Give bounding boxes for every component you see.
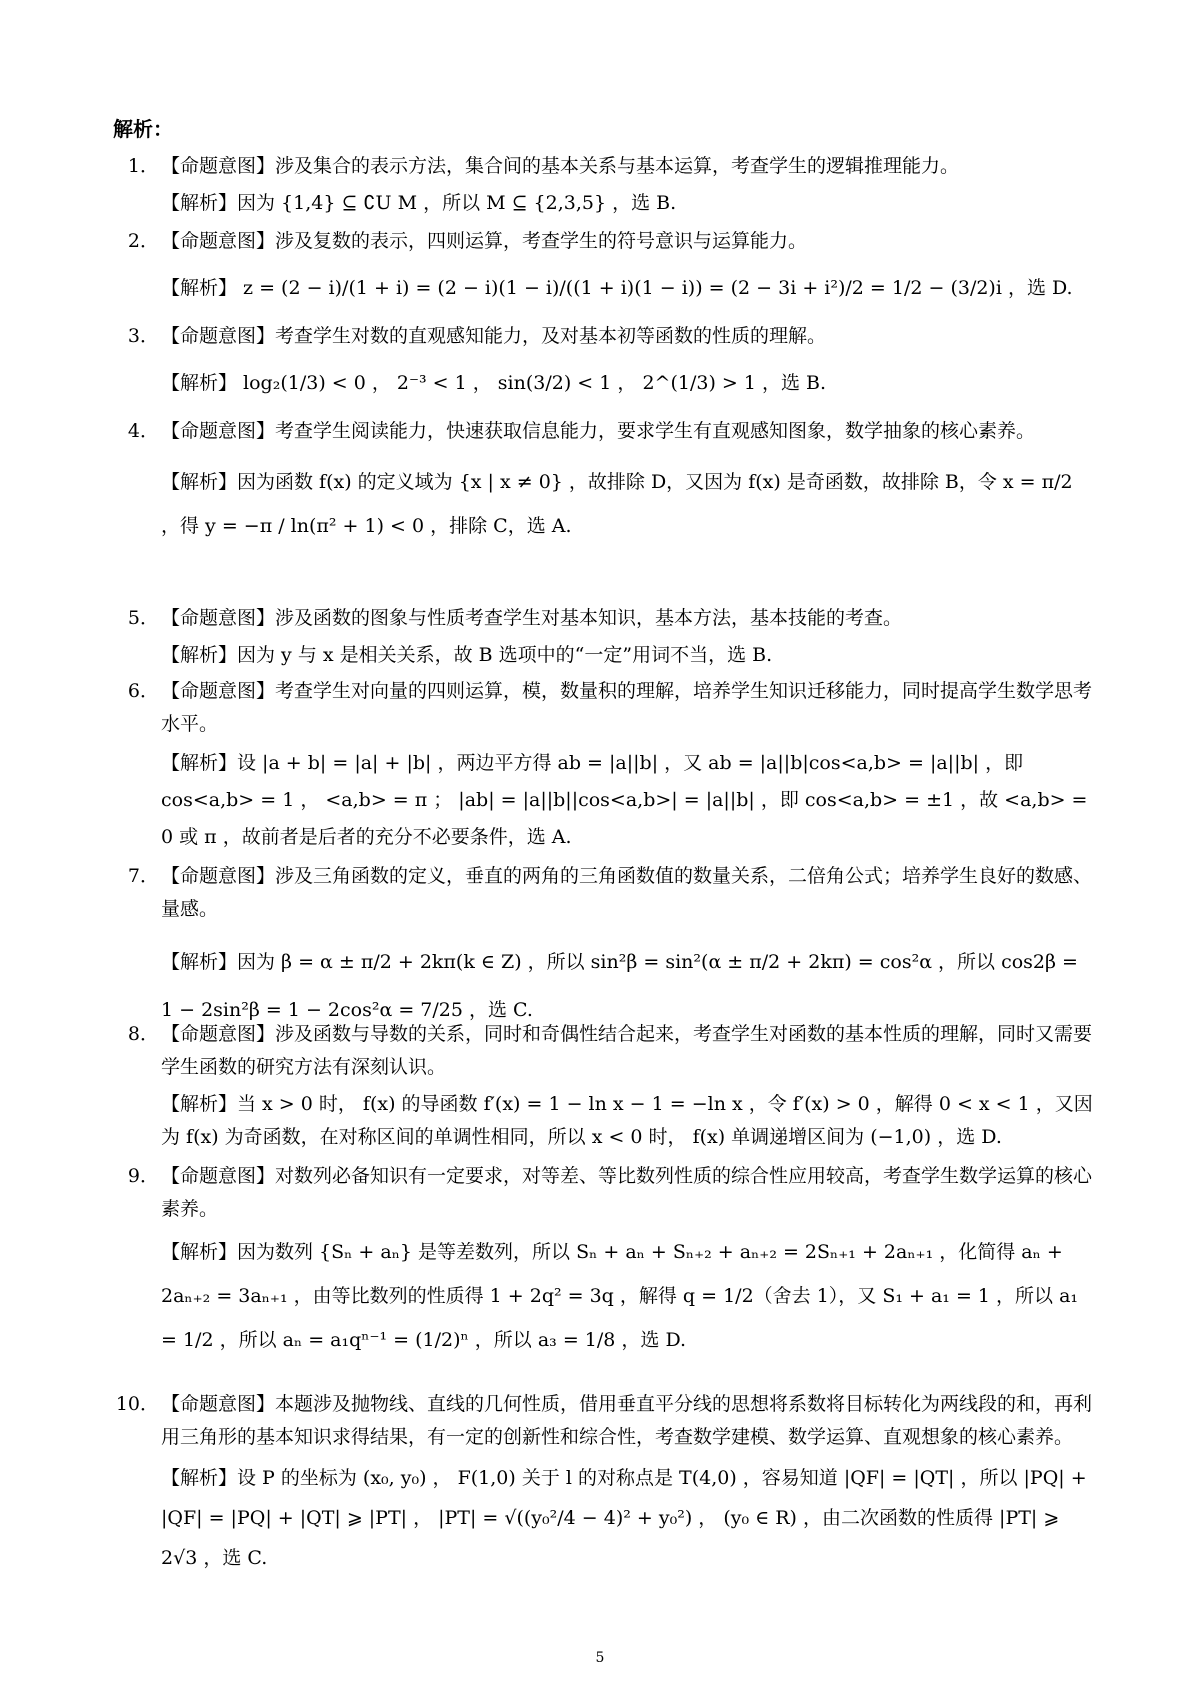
- item-number: 4．: [127, 420, 159, 442]
- item-number: 1．: [127, 155, 159, 177]
- solution-item-9: [113, 1160, 1093, 1362]
- item-solution: 【解析】设 |a + b| = |a| + |b| ，两边平方得 ab = |a||b| ，又 ab = |a||b|cos<a,b> = |a||b| ，即 cos<a,b> = 1 ， <a,b> = π ； |ab| = |a||b||cos<a,b>| = |a||b| ，即 cos<a,b> = ±1 ，故 <a,b> = 0 或 π ，故前者是后者的充分不必要条件，选 A.: [161, 752, 1088, 848]
- solution-item-6: [113, 675, 1093, 856]
- item-number: 8．: [127, 1023, 159, 1045]
- item-solution: 【解析】因为数列 {Sₙ + aₙ} 是等差数列，所以 Sₙ + aₙ + Sₙ₊₂ + aₙ₊₂ = 2Sₙ₊₁ + 2aₙ₊₁ ，化简得 aₙ + 2aₙ₊₂ = 3aₙ₊₁ ，由等比数列的性质得 1 + 2q² = 3q ，解得 q = 1/2（舍去 1），又 S₁ + a₁ = 1 ，所以 a₁ = 1/2 ，所以 aₙ = a₁qⁿ⁻¹ = (1/2)ⁿ ，所以 a₃ = 1/8 ，选 D.: [161, 1241, 1079, 1351]
- item-solution: 【解析】因为 {1,4} ⊆ ∁U M ，所以 M ⊆ {2,3,5} ，选 B.: [161, 192, 677, 214]
- item-solution: 【解析】因为函数 f(x) 的定义域为 {x | x ≠ 0} ，故排除 D，又因为 f(x) 是奇函数，故排除 B，令 x = π/2 ，得 y = −π / ln(π² + 1) < 0 ，排除 C，选 A.: [161, 471, 1073, 537]
- item-number: 3．: [127, 325, 159, 347]
- item-solution: 【解析】当 x > 0 时， f(x) 的导函数 f′(x) = 1 − ln x − 1 = −ln x ，令 f′(x) > 0 ，解得 0 < x < 1 ，又因为 f(x) 为奇函数，在对称区间的单调性相同，所以 x < 0 时， f(x) 单调递增区间为 (−1,0) ，选 D.: [161, 1093, 1093, 1148]
- item-solution: 【解析】 z = (2 − i)/(1 + i) = (2 − i)(1 − i)/((1 + i)(1 − i)) = (2 − 3i + i²)/2 = 1/2 − (3/2)i ，选 D.: [161, 277, 1073, 299]
- solution-item-7: [113, 860, 1093, 1034]
- item-solution: 【解析】 log₂(1/3) < 0 ， 2⁻³ < 1 ， sin(3/2) < 1 ， 2^(1/3) > 1 ，选 B.: [161, 372, 827, 394]
- item-number: 5．: [127, 607, 159, 629]
- item-intent: 【命题意图】对数列必备知识有一定要求，对等差、等比数列性质的综合性应用较高，考查学生数学运算的核心素养。: [161, 1165, 1093, 1220]
- solution-item-3: [113, 320, 1093, 400]
- item-intent: 【命题意图】涉及三角函数的定义，垂直的两角的三角函数值的数量关系，二倍角公式；培养学生良好的数感、量感。: [161, 865, 1093, 920]
- item-solution: 【解析】设 P 的坐标为 (x₀, y₀) ， F(1,0) 关于 l 的对称点是 T(4,0) ，容易知道 |QF| = |QT| ，所以 |PQ| + |QF| = |PQ| + |QT| ⩾ |PT| ， |PT| = √((y₀²/4 − 4)² + y₀²) ， (y₀ ∈ R) ，由二次函数的性质得 |PT| ⩾ 2√3 ，选 C.: [161, 1467, 1087, 1569]
- item-intent: 【命题意图】考查学生阅读能力，快速获取信息能力，要求学生有直观感知图象，数学抽象的核心素养。: [161, 420, 1036, 442]
- item-intent: 【命题意图】涉及函数的图象与性质考查学生对基本知识，基本方法，基本技能的考查。: [161, 607, 903, 629]
- item-intent: 【命题意图】涉及函数与导数的关系，同时和奇偶性结合起来，考查学生对函数的基本性质的理解，同时又需要学生函数的研究方法有深刻认识。: [161, 1023, 1093, 1078]
- item-number: 2．: [127, 230, 159, 252]
- solution-item-8: [113, 1018, 1093, 1154]
- solution-item-2: [113, 225, 1093, 305]
- page-number: 5: [595, 1650, 605, 1666]
- item-intent: 【命题意图】涉及复数的表示，四则运算，考查学生的符号意识与运算能力。: [161, 230, 808, 252]
- solution-item-5: [113, 602, 1093, 672]
- solution-item-1: [113, 150, 1093, 220]
- item-intent: 【命题意图】本题涉及抛物线、直线的几何性质，借用垂直平分线的思想将系数将目标转化为两线段的和，再利用三角形的基本知识求得结果，有一定的创新性和综合性，考查数学建模、数学运算、直观想象的核心素养。: [161, 1393, 1093, 1448]
- item-intent: 【命题意图】涉及集合的表示方法，集合间的基本关系与基本运算，考查学生的逻辑推理能力。: [161, 155, 960, 177]
- item-solution: 【解析】因为 β = α ± π/2 + 2kπ(k ∈ Z) ，所以 sin²β = sin²(α ± π/2 + 2kπ) = cos²α ，所以 cos2β = 1 − 2sin²β = 1 − 2cos²α = 7/25 ，选 C.: [161, 951, 1078, 1021]
- solution-item-4: [113, 415, 1093, 548]
- item-number: 10．: [115, 1393, 159, 1415]
- section-heading: 解析：: [113, 117, 173, 141]
- item-solution: 【解析】因为 y 与 x 是相关关系，故 B 选项中的“一定”用词不当，选 B.: [161, 644, 773, 666]
- item-intent: 【命题意图】考查学生对数的直观感知能力，及对基本初等函数的性质的理解。: [161, 325, 827, 347]
- item-number: 7．: [127, 865, 159, 887]
- item-number: 9．: [127, 1165, 159, 1187]
- item-intent: 【命题意图】考查学生对向量的四则运算，模，数量积的理解，培养学生知识迁移能力，同时提高学生数学思考水平。: [161, 680, 1093, 735]
- solution-item-10: [113, 1388, 1093, 1578]
- item-number: 6．: [127, 680, 159, 702]
